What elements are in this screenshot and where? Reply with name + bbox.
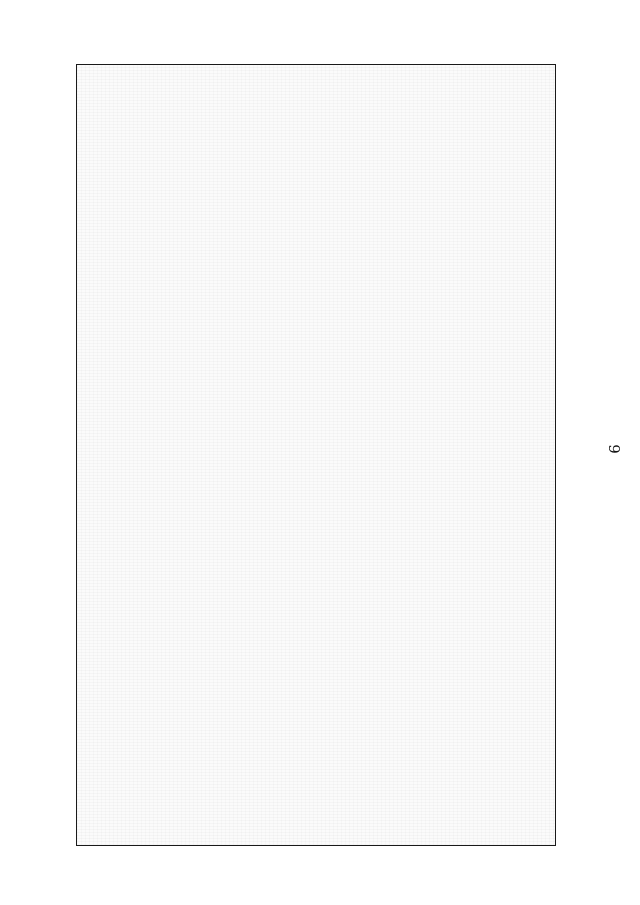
text-line [166,79,180,833]
text-line [209,79,223,833]
text-line [464,79,478,833]
text-line [393,79,407,833]
text-line [450,79,464,833]
document-table-cell [76,64,556,846]
text-line [492,79,506,833]
text-line [535,79,549,833]
text-line [506,79,520,833]
text-line [138,79,152,833]
text-line [265,79,279,833]
text-line [223,79,237,833]
text-line [152,79,166,833]
text-line [109,79,123,833]
text-line [478,79,492,833]
text-line [123,79,137,833]
text-line [421,79,435,833]
text-line [237,79,251,833]
text-line [336,79,350,833]
text-line [521,79,535,833]
text-line [407,79,421,833]
rotated-text-block [77,65,555,845]
text-line [180,79,194,833]
text-line [279,79,293,833]
text-line [194,79,208,833]
page-number: 9 [605,444,623,454]
text-line [379,79,393,833]
text-line [322,79,336,833]
text-line [308,79,322,833]
text-line [251,79,265,833]
text-line [436,79,450,833]
text-line [350,79,364,833]
text-line [365,79,379,833]
text-line [294,79,308,833]
